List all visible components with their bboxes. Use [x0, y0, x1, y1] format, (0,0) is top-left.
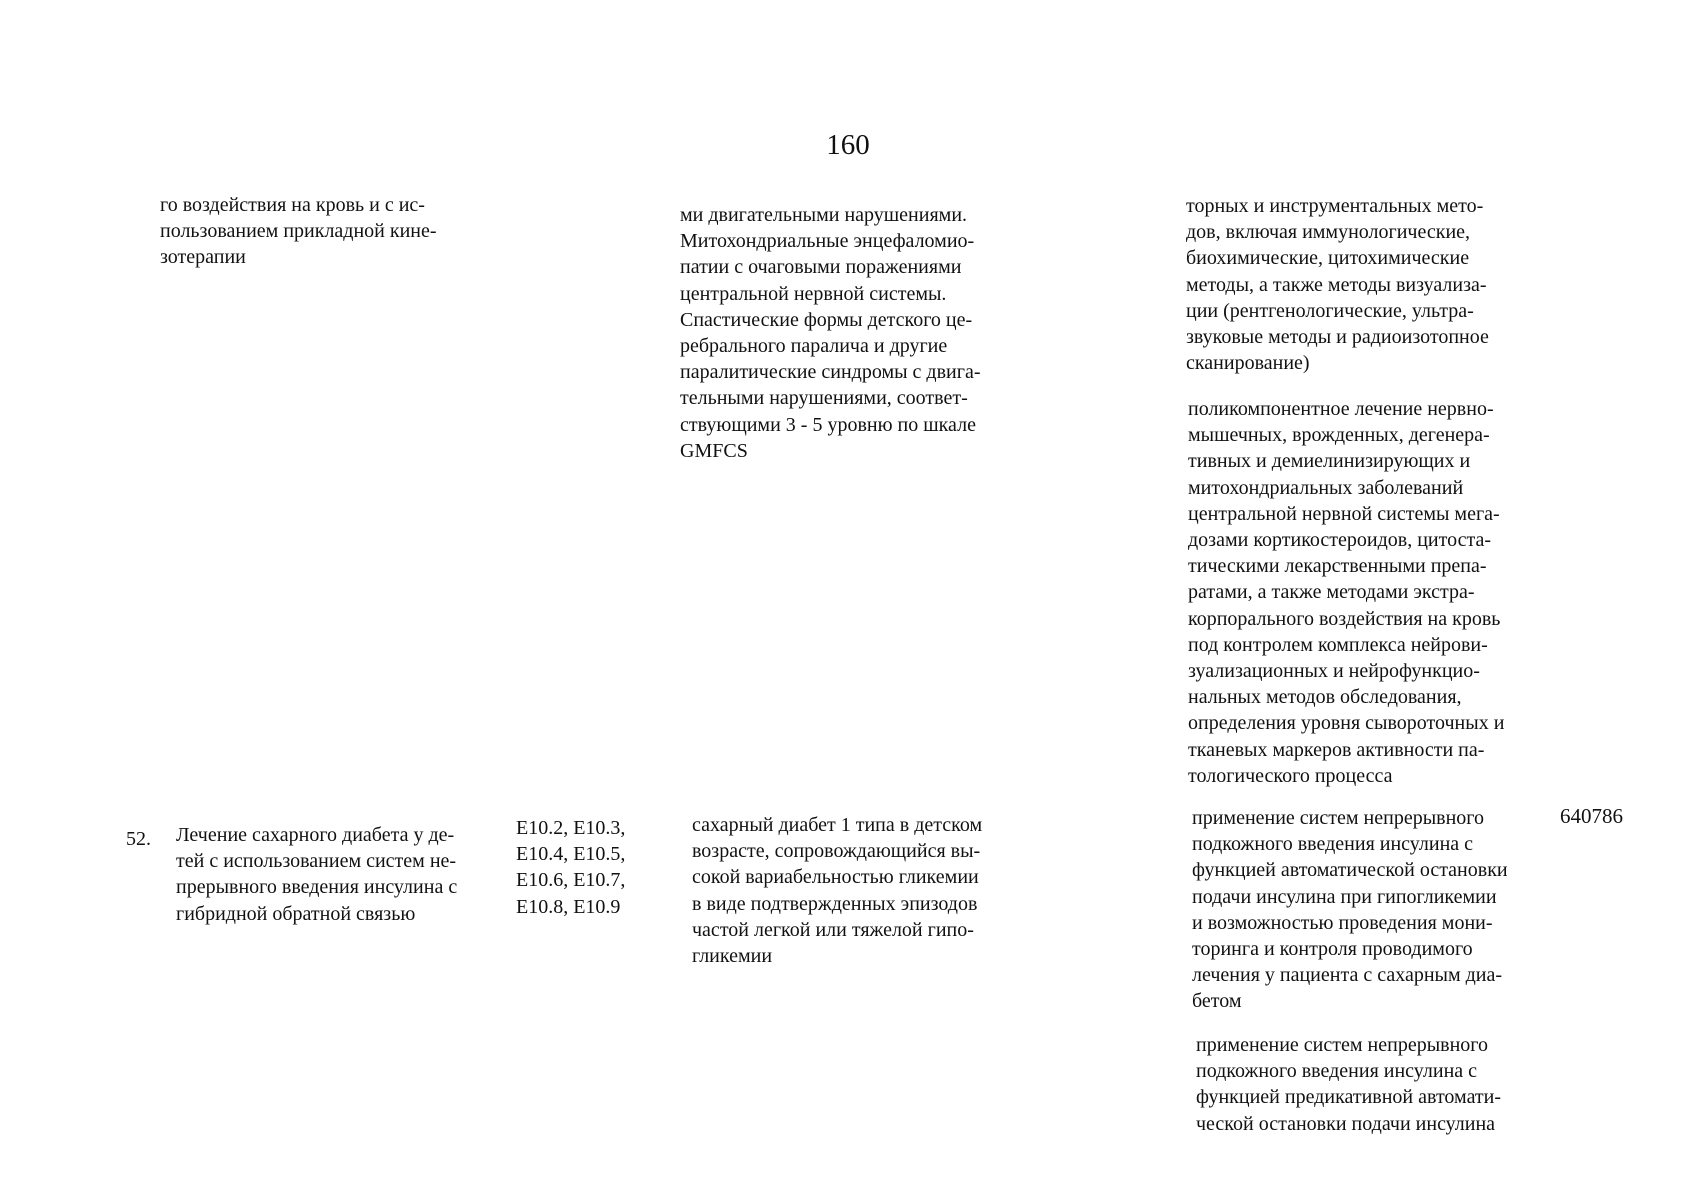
cont-method-1: торных и инструментальных мето- дов, включая иммунологические, биохимические, цитохимические методы, а также методы визуализа- ции (рентгенологические, ультра- звуковые методы и радиоизотопное сканирование): [1186, 195, 1489, 375]
cont-method-2: поликомпонентное лечение нервно- мышечных, врожденных, дегенера- тивных и демиелинизирующих и митохондриальных заболеваний центральной нервной системы мега- дозами кортикостероидов, цитоста- тическими лекарственными препа- ратами, а также методами экстра- корпорального воздействия на кровь под контролем комплекса нейрови- зуализационных и нейрофункцио- нальных методов обследования, определения уровня сывороточных и тканевых маркеров активности па- тологического процесса: [1188, 398, 1505, 787]
row-number: 52.: [126, 828, 151, 850]
row-disease: сахарный диабет 1 типа в детском возрасте, сопровождающийся вы- сокой вариабельностью гликемии в виде подтвержденных эпизодов частой легкой или тяжелой гипо- гликемии: [692, 814, 983, 968]
row-method-name: Лечение сахарного диабета у де- тей с использованием систем не- прерывного введения инсулина с гибридной обратной связью: [176, 824, 458, 925]
row-diagnosis-codes: E10.2, E10.3, E10.4, E10.5, E10.6, E10.7, E10.8, E10.9: [516, 817, 626, 918]
cont-method-name: го воздействия на кровь и с ис- пользованием прикладной кине- зотерапии: [160, 194, 437, 269]
row-method-2: применение систем непрерывного подкожного введения инсулина с функцией предикативной автомати- ческой остановки подачи инсулина: [1196, 1034, 1502, 1135]
cont-disease: ми двигательными нарушениями. Митохондриальные энцефаломио- патии с очаговыми поражениями центральной нервной системы. Спастические формы детского це- ребрального паралича и другие паралитические синдромы с двига- тельными нарушениями, соответ- ствующими 3 - 5 уровню по шкале GMFCS: [680, 204, 981, 462]
row-method-1: применение систем непрерывного подкожного введения инсулина с функцией автоматической остановки подачи инсулина при гипогликемии и возможностью проведения мони- торинга и контроля проводимого лечения у пациента с сахарным диа- бетом: [1192, 807, 1508, 1013]
page-number: 160: [826, 129, 870, 161]
row-price: 640786: [1560, 804, 1623, 828]
